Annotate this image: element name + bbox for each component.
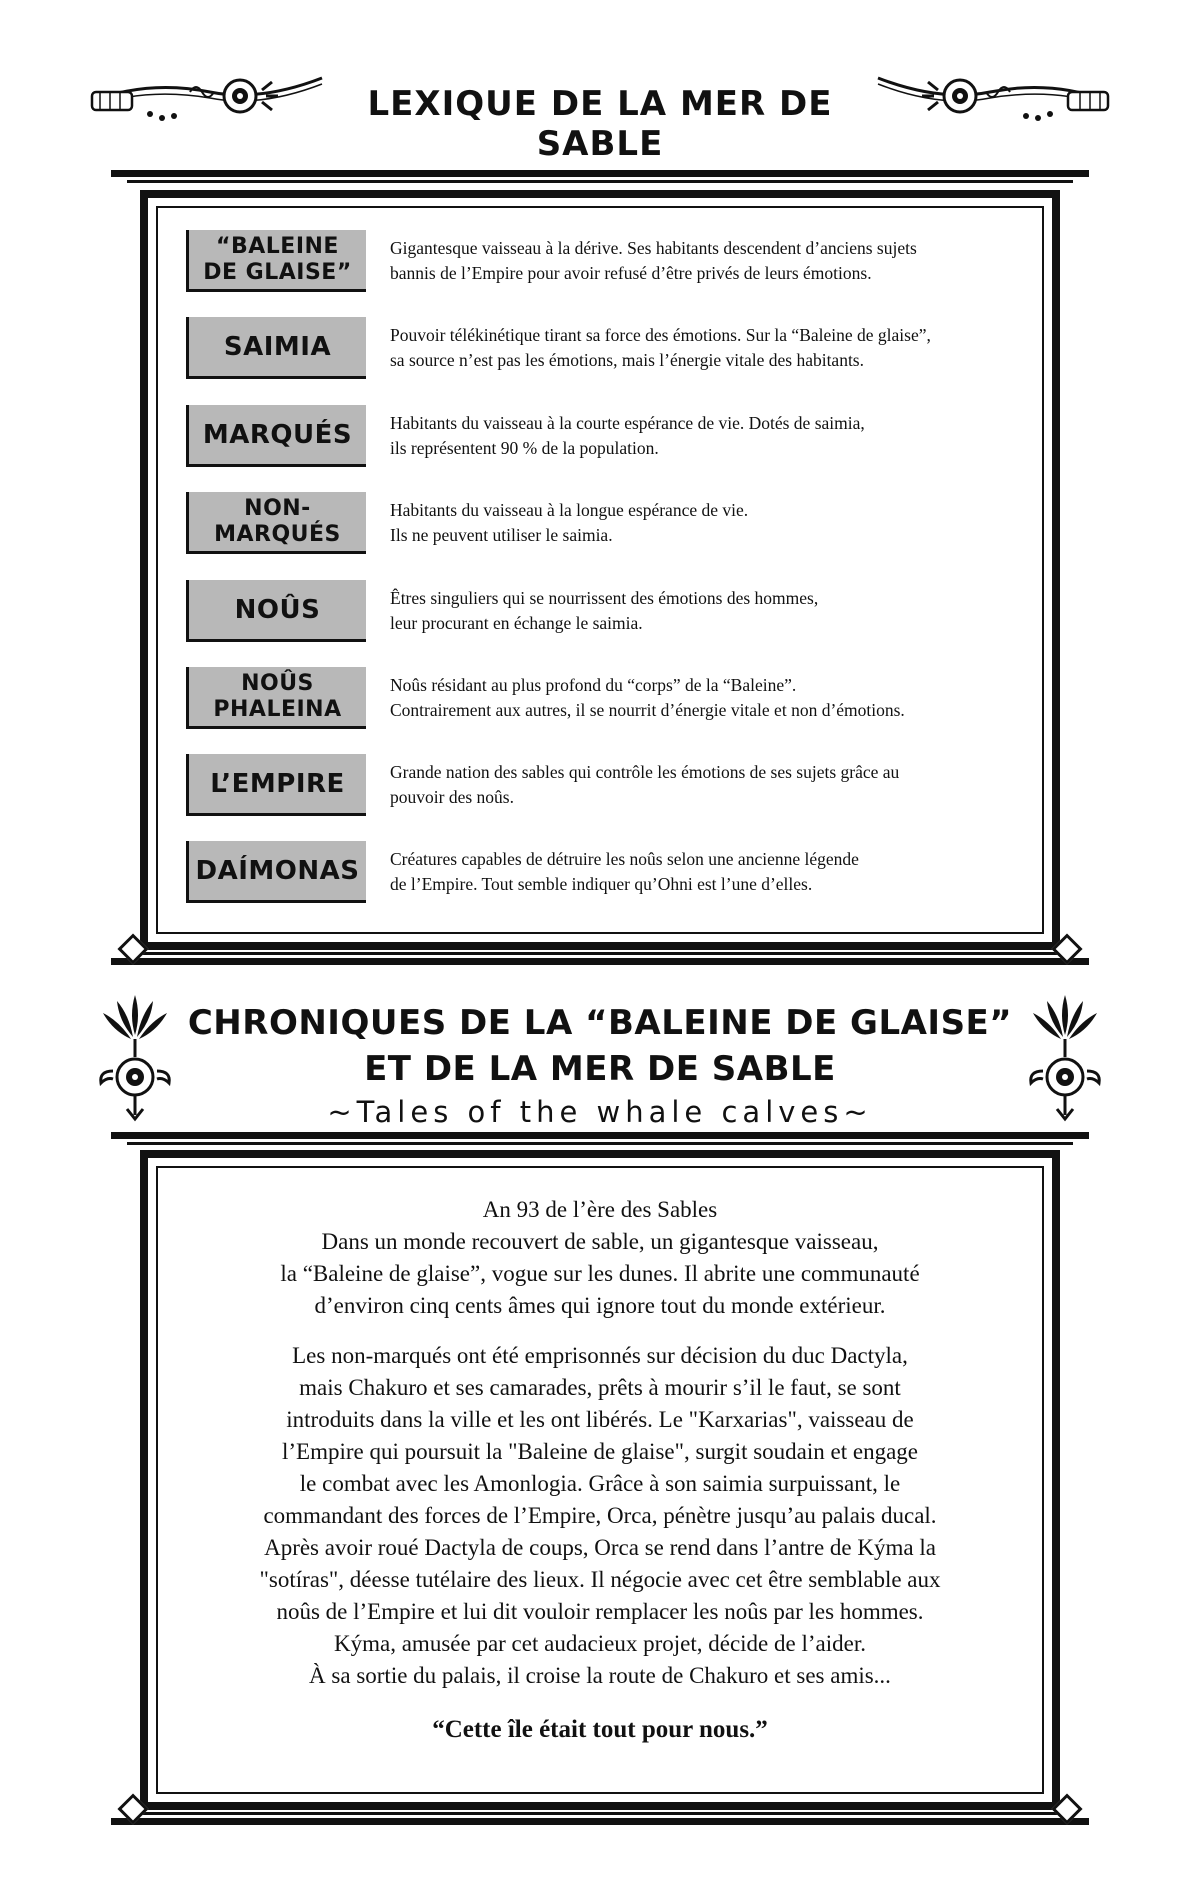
chronicles-title xyxy=(180,1000,1020,1132)
synopsis-paragraph: An 93 de l’ère des Sables Dans un monde recouvert de sable, un gigantesque vaisseau, la “Baleine de glaise”, vogue sur les dunes. Il abrite une communauté d’environ cinq cents âmes qui ignore tout du monde extérieur. xyxy=(280,1197,920,1318)
glossary-definition: Habitants du vaisseau à la longue espérance de vie. Ils ne peuvent utiliser le saimia. xyxy=(390,500,749,545)
lexicon-title: LEXIQUE DE LA MER DE SABLE xyxy=(367,84,833,164)
chronicles-title-line2: ET DE LA MER DE SABLE xyxy=(364,1049,836,1089)
frame-bottom-cap xyxy=(71,952,1129,968)
glossary-definition: Pouvoir télékinétique tirant sa force des émotions. Sur la “Baleine de glaise”, sa source n’est pas les émotions, mais l’énergie vitale des habitants. xyxy=(390,325,931,370)
glossary-row xyxy=(182,667,1042,731)
sword-ornament-icon xyxy=(870,70,1110,130)
glossary-row xyxy=(182,230,1042,294)
glossary-term: SAIMIA xyxy=(186,317,366,379)
flower-ornament-icon xyxy=(1025,985,1105,1125)
glossary-row xyxy=(182,841,1042,905)
flower-ornament-icon xyxy=(95,985,175,1125)
glossary-definition: Gigantesque vaisseau à la dérive. Ses habitants descendent d’anciens sujets bannis de l’Empire pour avoir refusé d’être privés de leurs émotions. xyxy=(390,238,917,283)
synopsis-tagline: “Cette île était tout pour nous.” xyxy=(432,1716,768,1743)
glossary-definition: Êtres singuliers qui se nourrissent des émotions des hommes, leur procurant en échange le saimia. xyxy=(390,588,819,633)
frame-top-cap xyxy=(71,170,1129,186)
glossary-term: NOÛS xyxy=(186,580,366,642)
frame-top-cap xyxy=(71,1132,1129,1148)
glossary-term: NOÛS PHALEINA xyxy=(186,667,366,729)
chronicles-title-line1: CHRONIQUES DE LA “BALEINE DE GLAISE” xyxy=(187,1003,1013,1043)
glossary-term: L’EMPIRE xyxy=(186,754,366,816)
glossary-row xyxy=(182,580,1042,644)
glossary-row xyxy=(182,492,1042,556)
sword-ornament-icon xyxy=(90,70,330,130)
frame-bottom-cap xyxy=(71,1812,1129,1828)
glossary-term: DAÍMONAS xyxy=(186,841,366,903)
glossary-definition: Créatures capables de détruire les noûs selon une ancienne légende de l’Empire. Tout semble indiquer qu’Ohni est l’une d’elles. xyxy=(390,849,859,894)
glossary-definition: Noûs résidant au plus profond du “corps” de la “Baleine”. Contrairement aux autres, il se nourrit d’énergie vitale et non d’émotions. xyxy=(390,675,905,720)
glossary-row xyxy=(182,754,1042,818)
glossary-row xyxy=(182,317,1042,381)
glossary-term: “BALEINE DE GLAISE” xyxy=(186,230,366,292)
synopsis-paragraph: Les non-marqués ont été emprisonnés sur décision du duc Dactyla, mais Chakuro et ses camarades, prêts à mourir s’il le faut, se sont introduits dans la ville et les ont libérés. Le "Karxarias", vaisseau de l’Empire qui poursuit la "Baleine de glaise", surgit soudain et engage le combat avec les Amonlogia. Grâce à son saimia surpuissant, le commandant des forces de l’Empire, Orca, pénètre jusqu’au palais ducal. Après avoir roué Dactyla de coups, Orca se rend dans l’antre de Kýma la "sotíras", déesse tutélaire des lieux. Il négocie avec cet être semblable aux noûs de l’Empire et lui dit vouloir remplacer les noûs par les hommes. Kýma, amusée par cet audacieux projet, décide de l’aider. À sa sortie du palais, il croise la route de Chakuro et ses amis... xyxy=(259,1343,941,1688)
glossary-term: NON- MARQUÉS xyxy=(186,492,366,554)
glossary-frame xyxy=(140,190,1060,950)
glossary-row xyxy=(182,405,1042,469)
glossary-term: MARQUÉS xyxy=(186,405,366,467)
chronicles-subtitle: ~Tales of the whale calves~ xyxy=(327,1095,873,1129)
glossary-definition: Habitants du vaisseau à la courte espérance de vie. Dotés de saimia, ils représentent 90 % de la population. xyxy=(390,413,865,458)
synopsis-text xyxy=(170,1194,1030,1746)
glossary-definition: Grande nation des sables qui contrôle les émotions de ses sujets grâce au pouvoir des noûs. xyxy=(390,762,900,807)
